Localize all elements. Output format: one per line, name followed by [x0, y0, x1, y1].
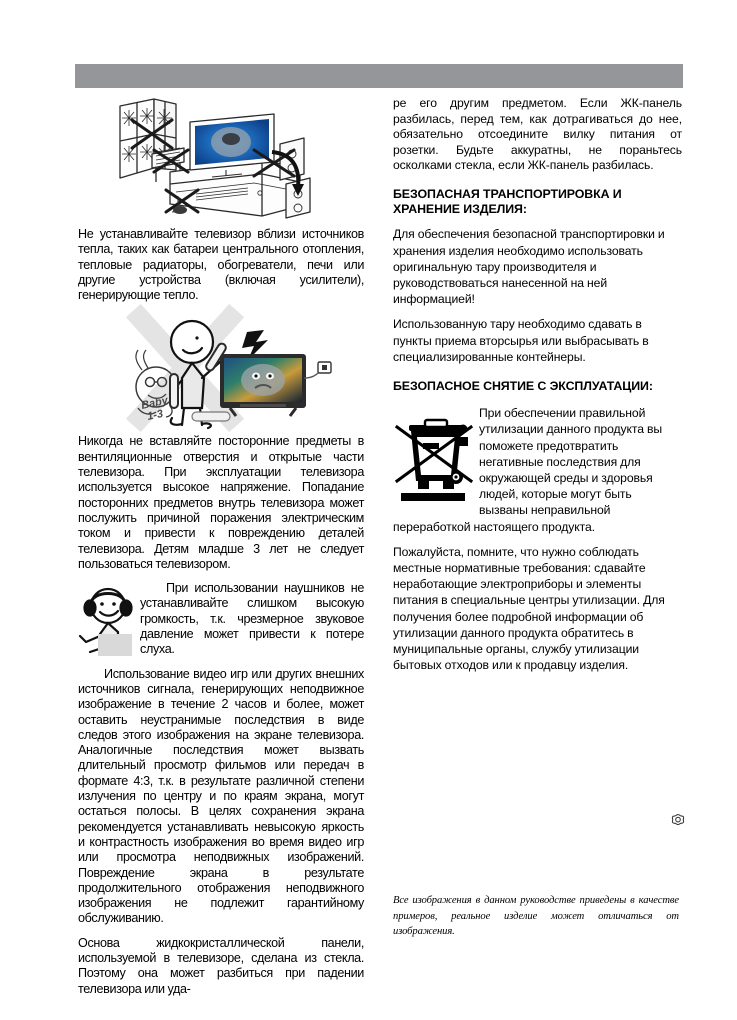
paragraph-local-regulations: Пожалуйста, помните, что нужно соблюдать местные нормативные требования: сдавайте неработающие электроприборы и элементы питания в специальные центры утилизации. Для получения более подробной информации об утилизации данного продукта обратитесь в муниципальные органы, службу утилизации бытовых отходов или к продавцу изделия. — [393, 544, 665, 673]
paragraph-glass-panel: Основа жидкокристаллической панели, используемой в телевизоре, сделана из стекла. Поэтому она может разбиться при падении телевизора или уда- — [78, 935, 364, 996]
header-band — [75, 64, 683, 88]
weee-block — [393, 405, 682, 544]
heading-safe-transport: БЕЗОПАСНАЯ ТРАНСПОРТИРОВКА И ХРАНЕНИЕ ИЗДЕЛИЯ: — [393, 186, 622, 217]
paragraph-static-image-burn-in: Использование видео игр или других внешних источников сигнала, генерирующих неподвижное изображение в течение 2 часов и более, может оставить неустранимые последствия в виде следов этого изображения на экране телевизора. Аналогичные последствия может вызвать длительный просмотр фильмов или передач в формате 4:3, т.к. в результате различной степени излучения по центру и по краям экрана, могут остаться полосы. В целях сохранения экрана рекомендуется устанавливать невысокую яркость и контрастность изображения во время видео игр или просмотра неподвижных изображений. Повреждение экрана в результате продолжительного отображения неподвижного изображения не подлежит гарантийному обслуживанию. — [78, 666, 364, 926]
baby-age-label: 1-3 — [146, 408, 165, 424]
paragraph-heat-sources: Не устанавливайте телевизор вблизи источников тепла, таких как батареи центрального отопления, тепловые радиаторы, обогреватели, печи или другие устройства (включая усилители), генерирующие тепло. — [78, 227, 364, 303]
tv-on-stand-near-heat-sources-illustration — [114, 96, 326, 220]
paragraph-proper-disposal-benefits: При обеспечении правильной утилизации данного продукта вы поможете предотвратить негативные последствия для окружающей среды и здоровья людей, которые могут быть вызваны неправильной переработкой настоящего продукта. — [393, 406, 663, 534]
paragraph-original-packaging: Для обеспечения безопасной транспортировки и хранения изделия необходимо использовать оригинальную тару производителя и руководствоваться нанесенной на ней информацией! — [393, 227, 665, 307]
weee-crossed-out-wheelie-bin-icon — [393, 407, 479, 503]
baby-label: Baby — [140, 395, 169, 413]
headphones-block — [78, 581, 364, 666]
paragraph-packaging-recycling: Использованную тару необходимо сдавать в пункты приема вторсырья или выбрасывать в специализированные контейнеры. — [393, 317, 649, 364]
child-inserting-object-into-tv-illustration — [112, 312, 336, 428]
heading-safe-disposal: БЕЗОПАСНОЕ СНЯТИЕ С ЭКСПЛУАТАЦИИ: — [393, 379, 653, 393]
right-column — [393, 96, 682, 682]
paragraph-foreign-objects: Никогда не вставляйте посторонние предметы в вентиляционные отверстия и открытые части телевизора. При эксплуатации телевизора используется высокое напряжение. Попадание посторонних предметов внутрь телевизора может послужить причиной поражения электрическим током и привести к повреждению деталей телевизора. Детям младше 3 лет не следует пользоваться телевизором. — [78, 434, 364, 571]
left-column — [78, 96, 364, 1006]
gear-icon — [670, 813, 686, 829]
child-wearing-headphones-illustration — [78, 582, 140, 654]
paragraph-headphones-volume: При использовании наушников не устанавливайте слишком высокую громкость, т.к. чрезмерное звуковое давление может привести к потере слуха. — [140, 581, 364, 657]
footnote-images-disclaimer: Все изображения в данном руководстве приведены в качестве примеров, реальное изделие может отличаться от изображения. — [393, 895, 679, 937]
paragraph-broken-lcd-continued: ре его другим предметом. Если ЖК-панель разбилась, перед тем, как дотрагиваться до нее, обязательно отсоедините вилку питания от розетки. Будьте аккуратны, не пораньтесь осколками стекла, если ЖК-панель разбилась. — [393, 96, 682, 173]
